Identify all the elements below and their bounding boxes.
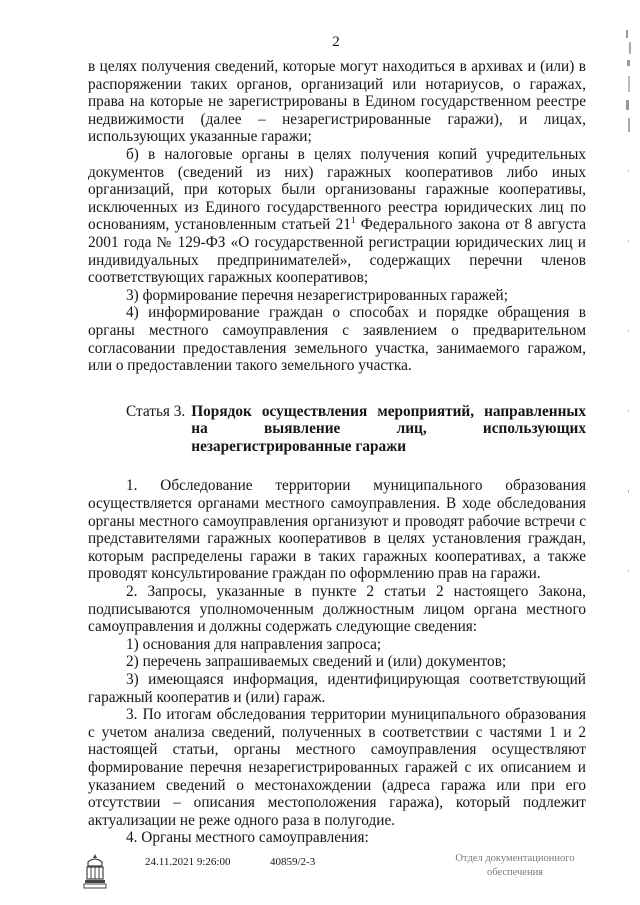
article-title: Порядок осуществления мероприятий, направленных на выявление лиц, использующих незарегистрированные гаражи [191, 402, 586, 455]
scan-edge-marks [622, 28, 636, 138]
scan-edge-dots [622, 150, 636, 590]
paragraph-item-b [88, 146, 586, 287]
superscript-marker: 1 [350, 215, 356, 226]
paragraph-item-4: 4) информирование граждан о способах и порядке обращения в органы местного самоуправления с заявлением о предварительном согласовании предоставления земельного участка, занимаемого гаражом, или о предоставлении такого земельного участка. [88, 304, 586, 375]
document-body [88, 58, 586, 847]
page-footer [0, 838, 640, 898]
paragraph-point-3: 3. По итогам обследования территории муниципального образования с учетом анализа сведений, полученных в соответствии с частями 1 и 2 настоящей статьи, органы местного самоуправления осуществляют формирование перечня незарегистрированных гаражей с их описанием и указанием сведений о местонахождении (адреса гаража или при его отсутствии – описания местоположения гаража), который подлежит актуализации не реже одного раза в полугодие. [88, 706, 586, 829]
paragraph-item-b-part1: б) в налоговые органы в целях получения копий учредительных документов (сведений из них) гаражных кооперативов либо иных организаций, при которых были организованы гаражные кооперативы, исключенных из Единого государственного реестра юридических лиц по основаниям, установленным статьей 21 [88, 145, 586, 234]
stamp-line-2: обеспечения [486, 867, 544, 878]
emblem-logo-icon [82, 852, 108, 890]
paragraph-item-3: 3) формирование перечня незарегистрированных гаражей; [126, 286, 508, 304]
paragraph-point-1: 1. Обследование территории муниципального образования осуществляется органами местного самоуправления. В ходе обследования органы местного самоуправления организуют и проводят рабочие встречи с представителями гаражных кооперативов в целях установления граждан, которым распределены гаражи в таких гаражных кооперативах, а также проводят консультирование граждан по оформлению прав на гаражи. [88, 477, 586, 583]
article-label: Статья 3. [126, 402, 186, 420]
paragraph-subitem-2: 2) перечень запрашиваемых сведений и (или) документов; [126, 653, 507, 671]
paragraph-item-b-part2: Федерального закона от 8 августа 2001 года № 129-ФЗ «О государственной регистрации юридических лиц и индивидуальных предпринимателей», содержащих перечни членов соответствующих гаражных кооперативов; [88, 216, 586, 287]
paragraph-point-4: 4. Органы местного самоуправления: [126, 829, 369, 847]
paragraph-subitem-1: 1) основания для направления запроса; [126, 635, 382, 653]
page-number: 2 [332, 34, 340, 50]
footer-timestamp: 24.11.2021 9:26:00 [145, 856, 231, 868]
paragraph-continuation: в целях получения сведений, которые могут находиться в архивах и (или) в распоряжении таких органов, организаций или нотариусов, о гаражах, права на которые не зарегистрированы в Едином государственном реестре недвижимости (далее – незарегистрированные гаражи), и лицах, использующих указанные гаражи; [88, 58, 586, 146]
paragraph-point-2: 2. Запросы, указанные в пункте 2 статьи 2 настоящего Закона, подписываются уполномоченным должностным лицом органа местного самоуправления и должны содержать следующие сведения: [88, 583, 586, 636]
article-heading [88, 403, 586, 456]
stamp-line-1: Отдел документационного [455, 853, 575, 864]
footer-doc-number: 40859/2-3 [270, 856, 316, 868]
department-stamp [440, 852, 590, 880]
paragraph-subitem-3: 3) имеющаяся информация, идентифицирующая соответствующий гаражный кооператив и (или) гараж. [88, 671, 586, 706]
